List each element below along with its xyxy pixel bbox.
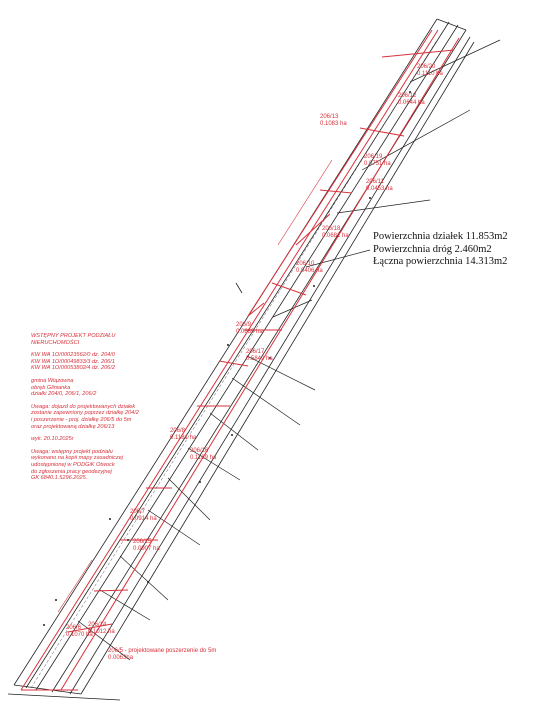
summary-total-area: Łączna powierzchnia 14.313m2 [373, 256, 508, 267]
parcel-id-label: 206/10 [296, 261, 315, 267]
parcel-id-label: 206/20 [417, 64, 436, 70]
parcel-id-label: 206/14 [88, 622, 107, 628]
parcel-id-label: 206/7 [130, 509, 146, 515]
summary-parcels-area: Powierzchnia działek 11.853m2 [373, 231, 508, 242]
parcel-id-label: 206/16 [190, 448, 209, 454]
parcel-id-label: 206/9 [236, 322, 252, 328]
kw-line-2: KW WA 1O/00049833/3 dz. 206/1 [31, 358, 115, 365]
parcel-area-label: 0.1012 ha [88, 629, 115, 635]
parcel-area-label: 0.0681 ha [322, 233, 349, 239]
summary-roads-area: Powierzchnia dróg 2.460m2 [373, 243, 492, 255]
notes-title-2: NIERUCHOMOŚCI [31, 339, 80, 346]
remark-line-2: zostanie zapewniony poprzez działkę 204/2 [31, 410, 139, 417]
parcel-area-label: 0.0907 ha [133, 546, 160, 552]
date-line: wyk. 20.10.2025r [31, 436, 74, 443]
kw-line-1: KW WA 1O/00023562/0 dz. 204/0 [31, 352, 115, 359]
notes-title-1: WSTĘPNY PROJEKT PODZIAŁU [31, 333, 116, 339]
project-notes [31, 333, 181, 482]
parcel-id-label: 206/6 [66, 625, 82, 631]
parcel-area-label: 0.0406 ha [296, 268, 323, 274]
area-summary [373, 231, 508, 269]
disclaimer-line-4: do zgłoszenia pracy geodezyjnej [31, 468, 112, 475]
parcel-id-label: 206/19 [364, 154, 383, 160]
remark-line-3: i poszerzenie - proj. działkę 206/5 do 5m [31, 416, 132, 423]
parcel-id-label: 206/18 [322, 226, 341, 232]
parcel-area-label: 0.1181 ha [170, 435, 197, 441]
parcel-id-label: 206/13 [320, 114, 339, 120]
parcel-area-label: 0.0644 ha [398, 100, 425, 106]
parcel-area-label: 0.1110 ha [417, 71, 443, 77]
disclaimer-line-2: wykonano na kopii mapy zasadniczej [31, 455, 124, 462]
parcel-area-label: 0.1169 ha [190, 455, 217, 461]
parcel-id-label: 206/5 - projektowane poszerzenie do 5m [108, 648, 217, 654]
kw-line-3: KW WA 1O/00053802/4 dz. 206/2 [31, 365, 115, 372]
remark-line-1: Uwaga: dojazd do projektowanych działek [31, 403, 136, 410]
disclaimer-line-1: Uwaga: wstępny projekt podziału [31, 448, 113, 455]
parcel-id-label: 206/15 [133, 539, 152, 545]
parcel-id-label: 206/8 [170, 428, 186, 434]
disclaimer-line-3: udostępnionej w PODGiK Otwock [31, 461, 115, 468]
parcel-area-label: 0.0751 ha [364, 161, 391, 167]
parcel-area-label: 0.0689 ha [236, 329, 263, 335]
location-obreb: obręb Glinianka [31, 384, 71, 391]
remark-line-4: oraz projektowaną działkę 206/13 [31, 423, 115, 430]
parcel-area-label: 0.0063ha [108, 655, 134, 661]
parcel-area-label: 0.0914 ha [130, 516, 157, 522]
parcel-area-label: 0.1083 ha [320, 121, 347, 127]
parcel-area-label: 0.5849 ha [246, 356, 273, 362]
location-gmina: gmina Wiązowna [31, 377, 74, 384]
parcel-id-label: 206/12 [398, 93, 417, 99]
parcel-area-label: 0.1070 ha [66, 632, 93, 638]
parcel-id-label: 206/17 [246, 349, 265, 355]
parcel-area-label: 0.0453 ha [366, 186, 393, 192]
location-dzialki: działki 204/0, 206/1, 206/2 [31, 391, 97, 398]
disclaimer-line-5: GK 6840.1.5296.2025. [31, 475, 88, 482]
parcel-id-label: 206/11 [366, 179, 384, 185]
